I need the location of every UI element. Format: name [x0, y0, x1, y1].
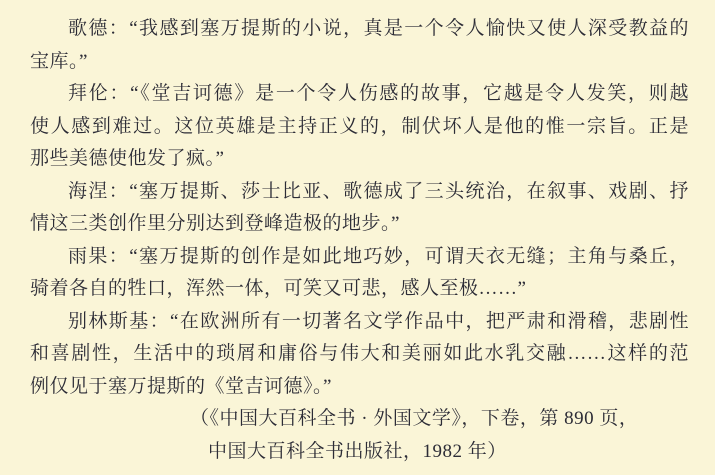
text-line: 歌德：“我感到塞万提斯的小说，真是一个令人愉快又使人深受教益的	[68, 18, 689, 39]
text-line: 骑着各自的牲口，浑然一体，可笑又可悲，感人至极……”	[30, 278, 527, 299]
text-line: 海涅：“塞万提斯、莎士比亚、歌德成了三头统治，在叙事、戏剧、抒	[68, 180, 689, 202]
text-line: 情这三类创作里分别达到登峰造极的地步。”	[30, 213, 400, 234]
text-line: 别林斯基：“在欧洲所有一切著名文学作品中，把严肃和滑稽，悲剧性	[68, 310, 689, 332]
text-line: 拜伦：“《堂吉诃德》是一个令人伤感的故事，它越是令人发笑，则越	[68, 83, 689, 104]
text-line: 和喜剧性，生活中的琐屑和庸俗与伟大和美丽如此水乳交融……这样的范	[30, 343, 689, 364]
text-line: 使人感到难过。这位英雄是主持正义的，制伏坏人是他的惟一宗旨。正是	[30, 115, 689, 137]
text-line: （《中国大百科全书 · 外国文学》，下卷，第 890 页，	[190, 408, 639, 429]
text-line: 那些美德使他发了疯。”	[30, 148, 225, 169]
text-line: 雨果：“塞万提斯的创作是如此地巧妙，可谓天衣无缝；主角与桑丘，	[68, 245, 689, 267]
text-line: 中国大百科全书出版社，1982 年）	[208, 440, 507, 462]
text-line: 宝库。”	[30, 50, 88, 72]
text-block	[30, 13, 689, 468]
text-line: 例仅见于塞万提斯的《堂吉诃德》。”	[30, 375, 332, 397]
